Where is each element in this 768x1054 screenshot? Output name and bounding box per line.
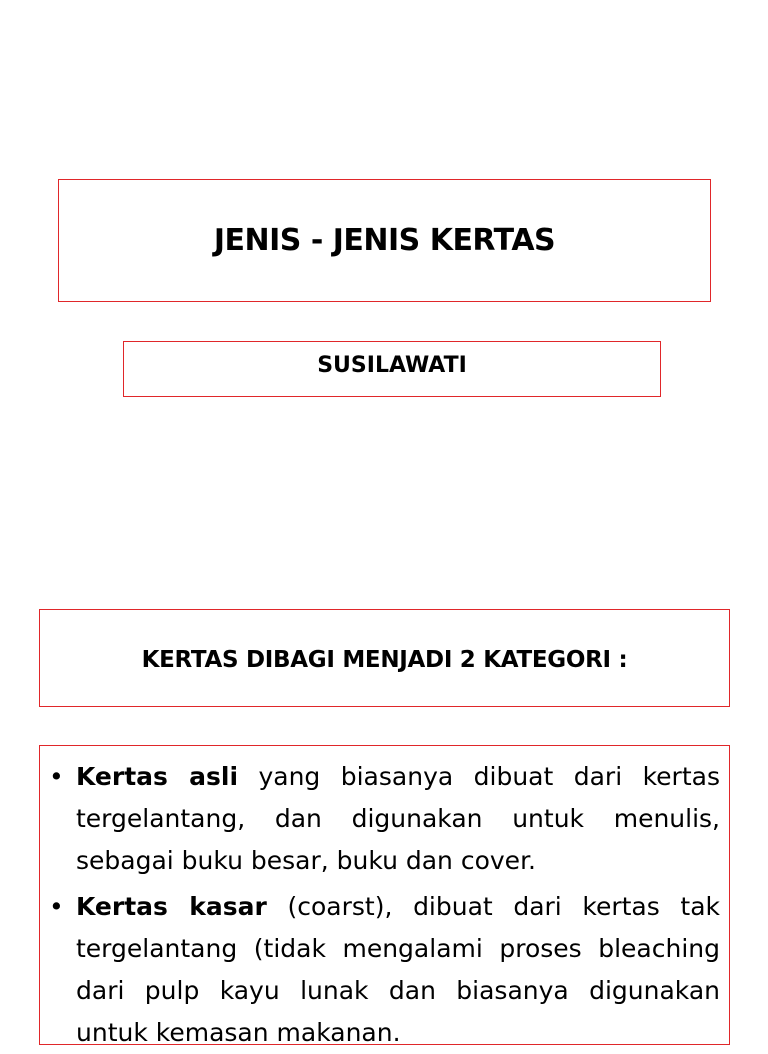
bullet-icon: • bbox=[49, 892, 64, 921]
title-box bbox=[58, 179, 711, 302]
list-item bbox=[49, 756, 720, 882]
slide-title: JENIS - JENIS KERTAS bbox=[213, 223, 556, 258]
item-term: Kertas asli bbox=[76, 762, 239, 791]
list-item bbox=[49, 886, 720, 1054]
heading-box bbox=[39, 609, 730, 707]
author-name: SUSILAWATI bbox=[317, 353, 467, 378]
item-text: (coarst), dibuat dari kertas tak tergelantang (tidak mengalami proses bleaching dari pulp kayu lunak dan biasanya digunakan untuk kemasan makanan. bbox=[76, 892, 720, 1047]
section-heading: KERTAS DIBAGI MENJADI 2 KATEGORI : bbox=[141, 647, 628, 673]
author-box bbox=[123, 341, 661, 397]
item-term: Kertas kasar bbox=[76, 892, 267, 921]
content-box bbox=[39, 745, 730, 1045]
bullet-icon: • bbox=[49, 762, 64, 791]
item-text: yang biasanya dibuat dari kertas tergelantang, dan digunakan untuk menulis, sebagai buku besar, buku dan cover. bbox=[76, 762, 720, 875]
bullet-list bbox=[49, 756, 720, 1054]
